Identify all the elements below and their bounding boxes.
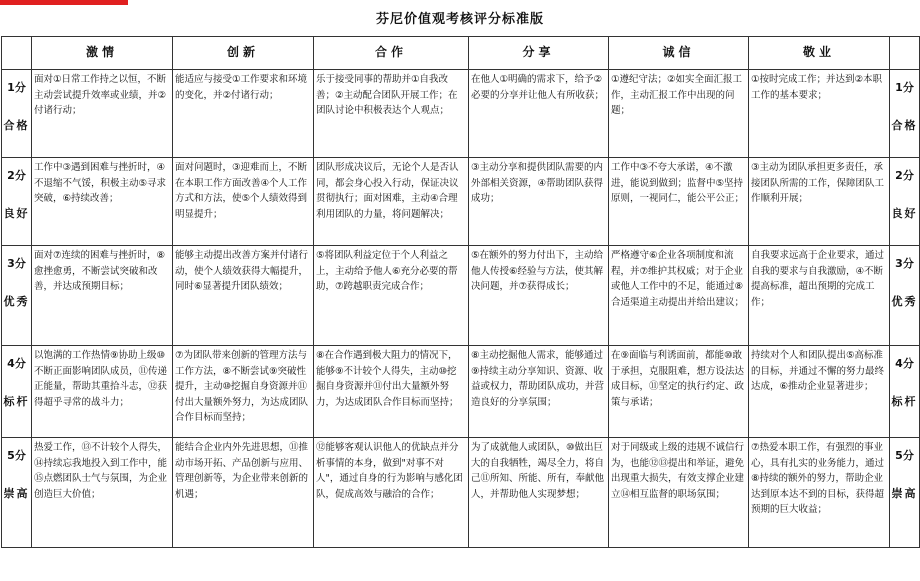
criteria-cell: ⑫能够客观认识他人的优缺点并分析事情的本身，做到"对事不对人"，通过自身的行为影响与感化团队，促成高效与融洽的合作； bbox=[314, 438, 469, 548]
header-corner-right bbox=[890, 37, 920, 70]
score-label: 3分 bbox=[895, 257, 914, 270]
row-label-left bbox=[2, 438, 32, 548]
criteria-cell: ①按时完成工作；并达到②本职工作的基本要求； bbox=[749, 70, 890, 158]
score-label: 5分 bbox=[895, 449, 914, 462]
score-label: 1分 bbox=[895, 81, 914, 94]
criteria-cell: 能适应与接受①工作要求和环境的变化，并②付诸行动； bbox=[173, 70, 314, 158]
criteria-cell: ⑦热爱本职工作，有强烈的事业心，具有扎实的业务能力，通过⑧持续的额外的努力，帮助企业达到原本达不到的目标，获得超预期的巨大收益； bbox=[749, 438, 890, 548]
criteria-cell: 自我要求远高于企业要求，通过自我的要求与自我激励，④不断提高标准，超出预期的完成工作； bbox=[749, 246, 890, 346]
row-label-right bbox=[890, 70, 920, 158]
criteria-cell: ⑧主动挖掘他人需求，能够通过⑨持续主动分享知识、资源、收益或权力，帮助团队成功，并营造良好的分享氛围； bbox=[469, 346, 609, 438]
criteria-cell: 在他人①明确的需求下，给予②必要的分享并让他人有所收获； bbox=[469, 70, 609, 158]
scoring-table bbox=[1, 36, 920, 548]
column-header: 创新 bbox=[173, 37, 314, 70]
criteria-cell: 能够主动提出改善方案并付诸行动，使个人绩效获得大幅提升，同时⑥显著提升团队绩效； bbox=[173, 246, 314, 346]
criteria-cell: ①遵纪守法；②如实全面汇报工作，主动汇报工作中出现的问题； bbox=[609, 70, 749, 158]
criteria-cell: 面对问题时，③迎难而上，不断在本职工作方面改善④个人工作方式和方法，使⑤个人绩效得到明显提升； bbox=[173, 158, 314, 246]
column-header: 敬业 bbox=[749, 37, 890, 70]
column-header: 合作 bbox=[314, 37, 469, 70]
row-label-left bbox=[2, 158, 32, 246]
criteria-cell: 能结合企业内外先进思想，⑪推动市场开拓、产品创新与应用、管理创新等，为企业带来创新的机遇； bbox=[173, 438, 314, 548]
header-row bbox=[2, 37, 920, 70]
row-label-right bbox=[890, 438, 920, 548]
criteria-cell: 工作中③遇到困难与挫折时，④不退缩不气馁，积极主动⑤寻求突破，⑥持续改善； bbox=[32, 158, 173, 246]
row-label-right bbox=[890, 346, 920, 438]
level-label: 良好 bbox=[3, 206, 30, 220]
row-label-right bbox=[890, 246, 920, 346]
score-label: 1分 bbox=[7, 81, 26, 94]
score-label: 2分 bbox=[895, 169, 914, 182]
criteria-cell: ⑧在合作遇到极大阻力的情况下，能够⑨不计较个人得失，主动⑩挖掘自身资源并⑪付出大量额外努力，为达成团队合作目标而坚持； bbox=[314, 346, 469, 438]
score-row bbox=[2, 246, 920, 346]
level-label: 标杆 bbox=[891, 394, 918, 408]
level-label: 崇高 bbox=[891, 486, 918, 500]
level-label: 优秀 bbox=[3, 294, 30, 308]
level-label: 合格 bbox=[891, 118, 918, 132]
criteria-cell: 为了成就他人或团队，⑩做出巨大的自我牺牲，竭尽全力，将自己⑪所知、所能、所有，奉献他人，并帮助他人实现梦想； bbox=[469, 438, 609, 548]
level-label: 崇高 bbox=[3, 486, 30, 500]
level-label: 良好 bbox=[891, 206, 918, 220]
score-label: 4分 bbox=[7, 357, 26, 370]
criteria-cell: ⑤将团队利益定位于个人利益之上，主动给予他人⑥充分必要的帮助，⑦跨越职责完成合作； bbox=[314, 246, 469, 346]
top-accent-bar bbox=[0, 0, 128, 5]
row-label-right bbox=[890, 158, 920, 246]
column-header: 分享 bbox=[469, 37, 609, 70]
column-header: 激情 bbox=[32, 37, 173, 70]
score-row bbox=[2, 158, 920, 246]
score-label: 2分 bbox=[7, 169, 26, 182]
level-label: 标杆 bbox=[3, 394, 30, 408]
score-row bbox=[2, 70, 920, 158]
row-label-left bbox=[2, 70, 32, 158]
criteria-cell: 面对⑦连续的困难与挫折时，⑧愈挫愈勇，不断尝试突破和改善，并达成预期目标； bbox=[32, 246, 173, 346]
row-label-left bbox=[2, 246, 32, 346]
criteria-cell: 对于同级或上级的违规不诚信行为，也能⑫⑬提出和举证，避免出现重大损失，有效支撑企业建立⑭相互监督的职场氛围； bbox=[609, 438, 749, 548]
criteria-cell: 面对①日常工作持之以恒，不断主动尝试提升效率或业绩，并②付诸行动； bbox=[32, 70, 173, 158]
score-row bbox=[2, 346, 920, 438]
score-label: 4分 bbox=[895, 357, 914, 370]
page-title: 芬尼价值观考核评分标准版 bbox=[375, 12, 544, 27]
criteria-cell: 持续对个人和团队提出⑤高标准的目标，并通过不懈的努力最终达成，⑥推动企业显著进步； bbox=[749, 346, 890, 438]
score-label: 3分 bbox=[7, 257, 26, 270]
criteria-cell: 严格遵守⑥企业各项制度和流程，并⑦维护其权威；对于企业或他人工作中的不足，能通过⑧合适渠道主动提出并给出建议； bbox=[609, 246, 749, 346]
criteria-cell: 团队形成决议后，无论个人是否认同，都会身心投入行动，保证决议贯彻执行；面对困难，主动④合理利用团队的力量，将问题解决； bbox=[314, 158, 469, 246]
criteria-cell: 热爱工作，⑬不计较个人得失，⑭持续忘我地投入到工作中，能⑮点燃团队士气与氛围，为企业创造巨大价值； bbox=[32, 438, 173, 548]
criteria-cell: ⑦为团队带来创新的管理方法与工作方法，⑧不断尝试⑨突破性提升，主动⑩挖掘自身资源并⑪付出大量额外努力，为达成团队合作目标而坚持； bbox=[173, 346, 314, 438]
row-label-left bbox=[2, 346, 32, 438]
criteria-cell: 在⑨面临与利诱面前，都能⑩敢于承担，克服阻难，想方设法达成目标，⑪坚定的执行约定、政策与承诺； bbox=[609, 346, 749, 438]
criteria-cell: 乐于接受同事的帮助并①自我改善；②主动配合团队开展工作；在团队讨论中积极表达个人观点； bbox=[314, 70, 469, 158]
score-label: 5分 bbox=[7, 449, 26, 462]
column-header: 诚信 bbox=[609, 37, 749, 70]
criteria-cell: ③主动为团队承担更多责任，承接团队所需的工作，保障团队工作顺利开展； bbox=[749, 158, 890, 246]
criteria-cell: 工作中③不夸大承诺，④不激进，能说到做到；监督中⑤坚持原则，一视同仁，能公平公正； bbox=[609, 158, 749, 246]
score-row bbox=[2, 438, 920, 548]
level-label: 优秀 bbox=[891, 294, 918, 308]
criteria-cell: ⑤在额外的努力付出下，主动给他人传授⑥经验与方法，使其解决问题，并⑦获得成长； bbox=[469, 246, 609, 346]
criteria-cell: ③主动分享和提供团队需要的内外部相关资源，④帮助团队获得成功； bbox=[469, 158, 609, 246]
header-corner-left bbox=[2, 37, 32, 70]
criteria-cell: 以饱满的工作热情⑨协助上级⑩不断正面影响团队成员，⑪传递正能量，帮助其重拾斗志，⑫获得超乎寻常的战斗力； bbox=[32, 346, 173, 438]
level-label: 合格 bbox=[3, 118, 30, 132]
